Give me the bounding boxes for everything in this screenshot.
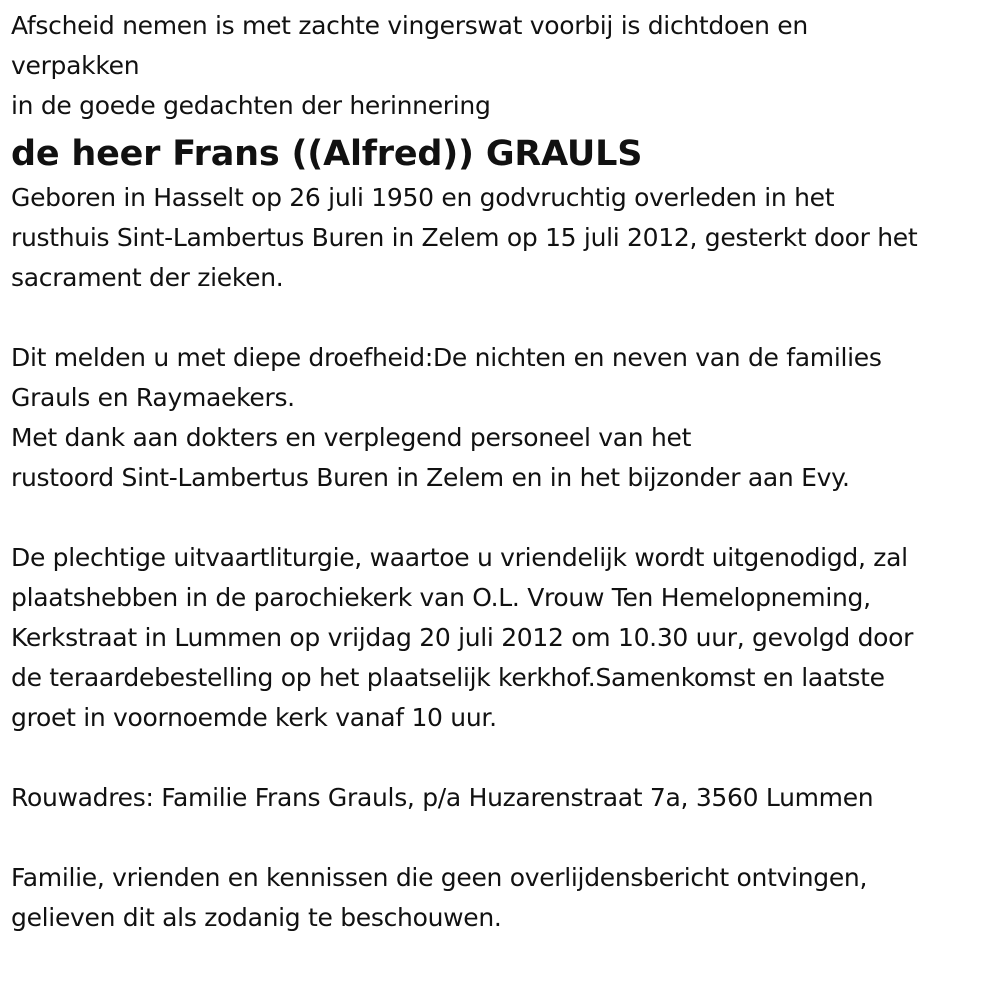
motto-line: verpakken — [11, 51, 140, 80]
closing-line: Familie, vrienden en kennissen die geen overlijdensbericht ontvingen, — [11, 863, 868, 892]
birth-death-line: rusthuis Sint-Lambertus Buren in Zelem op 15 juli 2012, gesterkt door het — [11, 223, 918, 252]
funeral-line: Kerkstraat in Lummen op vrijdag 20 juli 2012 om 10.30 uur, gevolgd door — [11, 623, 914, 652]
closing-line: gelieven dit als zodanig te beschouwen. — [11, 903, 502, 932]
funeral-block — [11, 538, 1000, 738]
deceased-name: de heer Frans ((Alfred)) GRAULS — [11, 134, 643, 174]
funeral-line: De plechtige uitvaartliturgie, waartoe u vriendelijk wordt uitgenodigd, zal — [11, 543, 908, 572]
closing-block — [11, 858, 1000, 938]
paragraph-gap — [11, 738, 1000, 778]
announcement-line: rustoord Sint-Lambertus Buren in Zelem en in het bijzonder aan Evy. — [11, 463, 850, 492]
paragraph-gap — [11, 818, 1000, 858]
mourning-address: Rouwadres: Familie Frans Grauls, p/a Huzarenstraat 7a, 3560 Lummen — [11, 783, 874, 812]
announcement-block — [11, 338, 1000, 498]
birth-death-line: sacrament der zieken. — [11, 263, 284, 292]
birth-death-line: Geboren in Hasselt op 26 juli 1950 en godvruchtig overleden in het — [11, 183, 835, 212]
funeral-line: plaatshebben in de parochiekerk van O.L. Vrouw Ten Hemelopneming, — [11, 583, 871, 612]
motto-block — [11, 6, 1000, 126]
announcement-line: Met dank aan dokters en verplegend personeel van het — [11, 423, 692, 452]
announcement-line: Grauls en Raymaekers. — [11, 383, 295, 412]
motto-line: Afscheid nemen is met zachte vingerswat voorbij is dichtdoen en — [11, 11, 808, 40]
funeral-line: groet in voornoemde kerk vanaf 10 uur. — [11, 703, 497, 732]
announcement-line: Dit melden u met diepe droefheid:De nichten en neven van de families — [11, 343, 882, 372]
motto-line: in de goede gedachten der herinnering — [11, 91, 491, 120]
paragraph-gap — [11, 298, 1000, 338]
birth-death-block — [11, 178, 1000, 298]
funeral-line: de teraardebestelling op het plaatselijk kerkhof.Samenkomst en laatste — [11, 663, 885, 692]
paragraph-gap — [11, 498, 1000, 538]
